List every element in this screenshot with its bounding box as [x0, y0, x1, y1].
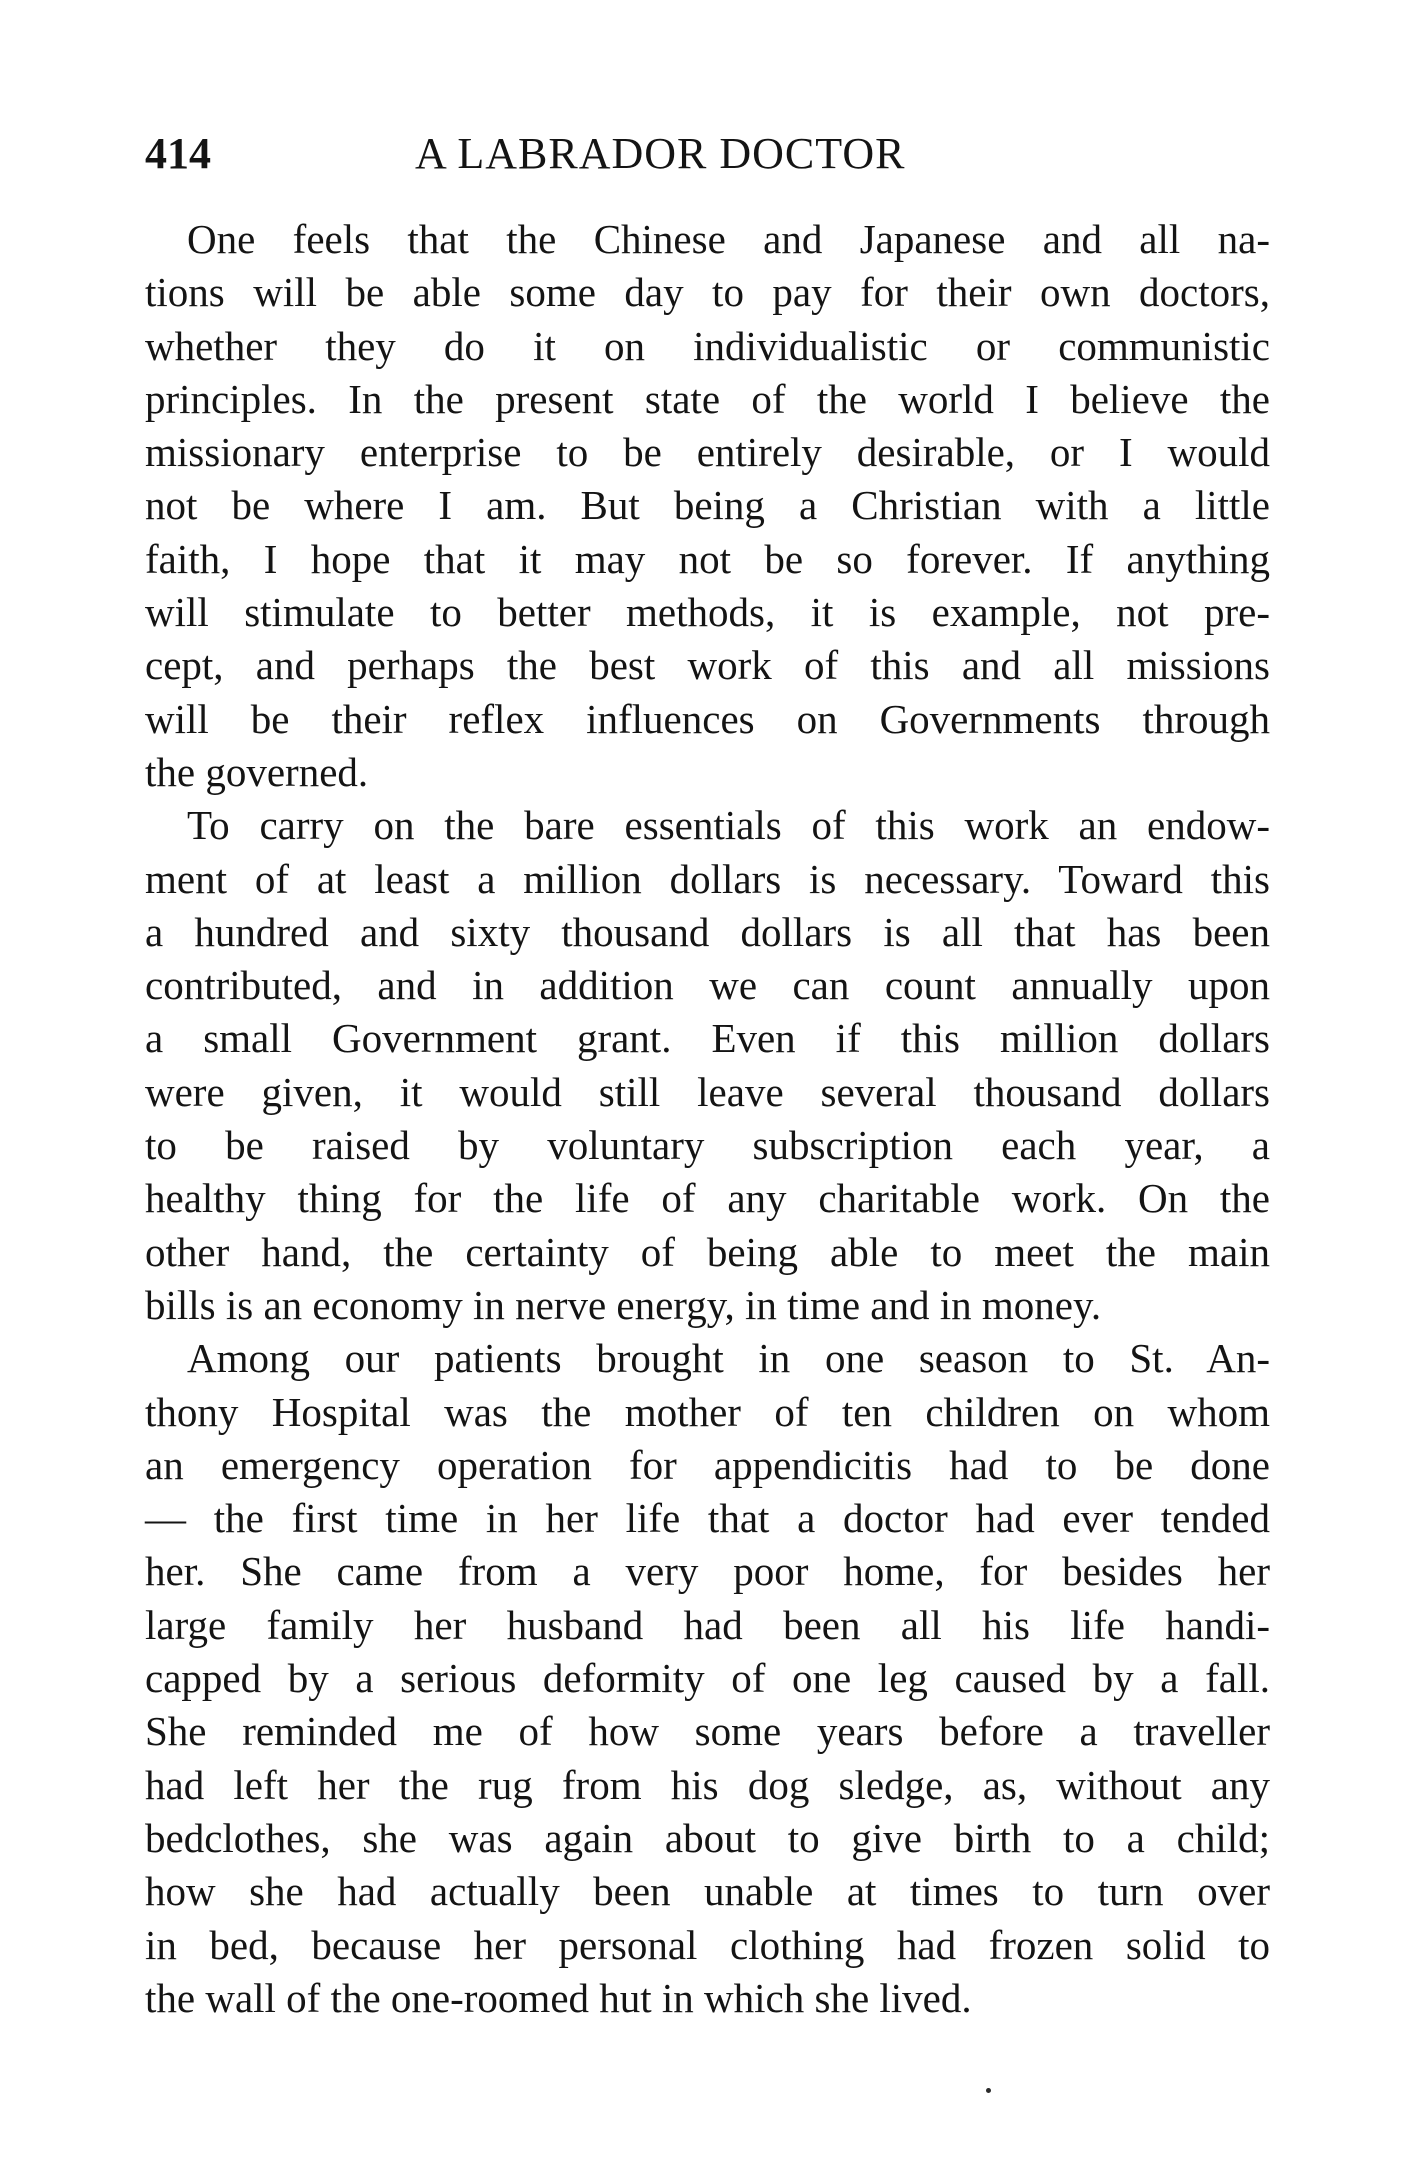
- text-line: Among our patients brought in one season to St. An-: [187, 1335, 1270, 1382]
- page-number: 414: [145, 129, 211, 178]
- text-line: a small Government grant. Even if this million dollars: [145, 1015, 1270, 1062]
- running-head: [145, 124, 1270, 184]
- text-line: other hand, the certainty of being able to meet the main: [145, 1228, 1270, 1275]
- text-line: had left her the rug from his dog sledge, as, without any: [145, 1761, 1270, 1808]
- text-line: her. She came from a very poor home, for besides her: [145, 1548, 1270, 1595]
- text-line: not be where I am. But being a Christian with a little: [145, 482, 1270, 529]
- text-line: were given, it would still leave several thousand dollars: [145, 1068, 1270, 1115]
- text-line: will stimulate to better methods, it is example, not pre-: [145, 589, 1270, 636]
- text-line: to be raised by voluntary subscription each year, a: [145, 1122, 1270, 1169]
- text-line: tions will be able some day to pay for their own doctors,: [145, 269, 1270, 316]
- text-line: contributed, and in addition we can count annually upon: [145, 962, 1270, 1009]
- text-line: in bed, because her personal clothing had frozen solid to: [145, 1921, 1270, 1968]
- text-line: missionary enterprise to be entirely desirable, or I would: [145, 429, 1270, 476]
- text-line: the wall of the one-roomed hut in which she lived.: [145, 1974, 972, 2021]
- text-line: bills is an economy in nerve energy, in time and in money.: [145, 1281, 1102, 1328]
- text-line: whether they do it on individualistic or communistic: [145, 322, 1270, 369]
- paragraph-endowment: [145, 799, 1270, 1332]
- text-line: ment of at least a million dollars is necessary. Toward this: [145, 855, 1270, 902]
- text-line: will be their reflex influences on Governments through: [145, 695, 1270, 742]
- text-line: healthy thing for the life of any charitable work. On the: [145, 1175, 1270, 1222]
- text-line: One feels that the Chinese and Japanese and all na-: [187, 216, 1270, 262]
- text-line: bedclothes, she was again about to give birth to a child;: [145, 1814, 1270, 1861]
- text-line: a hundred and sixty thousand dollars is all that has been: [145, 908, 1270, 955]
- text-line: thony Hospital was the mother of ten children on whom: [145, 1388, 1270, 1435]
- body-text: [145, 213, 1270, 2025]
- text-line: To carry on the bare essentials of this work an endow-: [187, 802, 1270, 849]
- text-line: the governed.: [145, 748, 369, 795]
- paragraph-st-anthony-patient: [145, 1332, 1270, 2025]
- text-line: She reminded me of how some years before a traveller: [145, 1708, 1270, 1755]
- ink-speck: [986, 2088, 991, 2093]
- text-line: cept, and perhaps the best work of this and all missions: [145, 642, 1270, 689]
- book-title: A LABRADOR DOCTOR: [415, 129, 906, 178]
- text-line: capped by a serious deformity of one leg caused by a fall.: [145, 1655, 1270, 1702]
- text-line: an emergency operation for appendicitis had to be done: [145, 1441, 1270, 1488]
- paragraph-missionary-enterprise: [145, 213, 1270, 799]
- text-line: principles. In the present state of the world I believe the: [145, 375, 1270, 422]
- text-line: — the first time in her life that a doctor had ever tended: [145, 1495, 1270, 1542]
- text-line: how she had actually been unable at times to turn over: [145, 1868, 1270, 1915]
- text-line: faith, I hope that it may not be so forever. If anything: [145, 535, 1270, 582]
- text-line: large family her husband had been all his life handi-: [145, 1601, 1270, 1648]
